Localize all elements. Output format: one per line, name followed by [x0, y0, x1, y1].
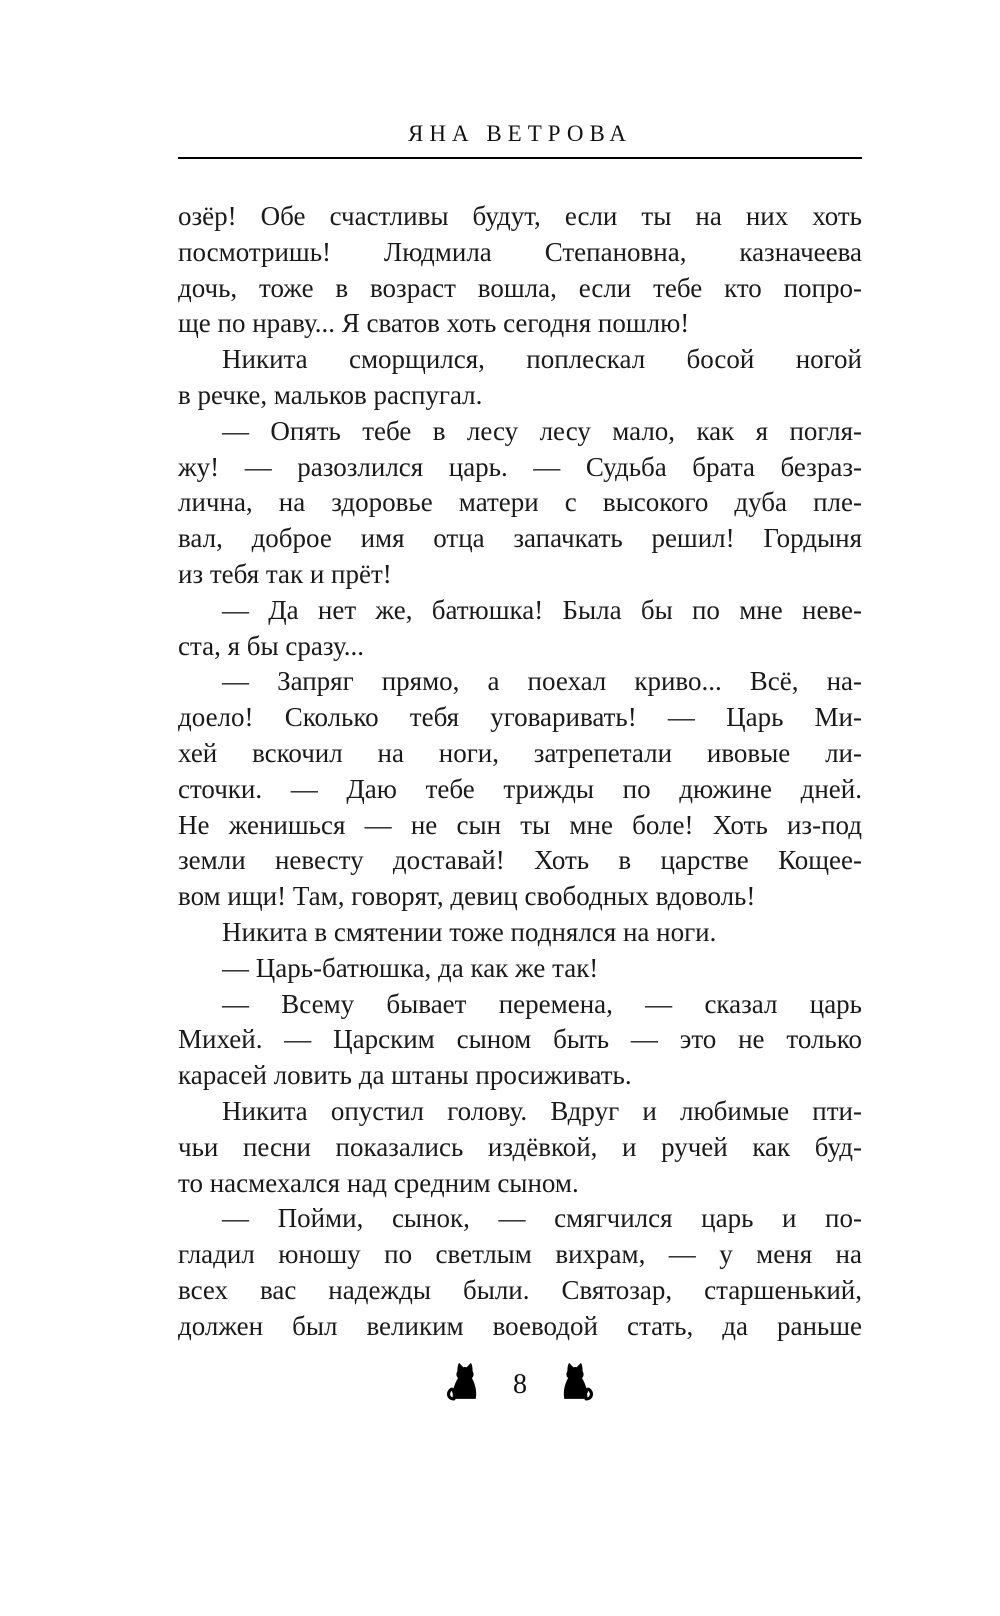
text-line: озёр! Обе счастливы будут, если ты на них хоть — [178, 201, 862, 231]
text-line: Никита в смятении тоже поднялся на ноги. — [222, 916, 717, 947]
paragraph — [178, 987, 862, 1094]
text-line: доело! Сколько тебя уговаривать! — Царь Ми- — [178, 702, 862, 733]
text-line: — Царь-батюшка, да как же так! — [222, 952, 599, 983]
text-line: чьи песни показались издёвкой, и ручей как буд- — [178, 1131, 862, 1162]
paragraph — [178, 199, 862, 342]
text-line: дочь, тоже в возраст вошла, если тебе кто попро- — [178, 272, 862, 303]
text-line: Михей. — Царским сыном быть — это не только — [178, 1024, 862, 1055]
text-line: жу! — разозлился царь. — Судьба брата безраз- — [178, 451, 862, 482]
text-line: хей вскочил на ноги, затрепетали ивовые ли- — [178, 737, 862, 768]
text-line: Никита опустил голову. Вдруг и любимые пти- — [222, 1095, 862, 1126]
cat-silhouette-icon — [447, 1358, 483, 1408]
paragraph — [178, 951, 862, 987]
text-line: Никита сморщился, поплескал босой ногой — [222, 344, 862, 375]
text-line: должен был великим воеводой стать, да раньше — [178, 1310, 862, 1341]
text-line: — Всему бывает перемена, — сказал царь — [222, 988, 862, 1019]
paragraph — [178, 664, 862, 915]
text-line: — Пойми, сынок, — смягчился царь и по- — [222, 1203, 862, 1234]
text-line: гладил юношу по светлым вихрам, — у меня на — [178, 1239, 862, 1270]
cat-silhouette-icon — [557, 1358, 593, 1408]
text-line: посмотришь! Людмила Степановна, казначеева — [178, 236, 862, 267]
page-footer — [178, 1358, 862, 1408]
text-line: вал, доброе имя отца запачкать решил! Гордыня — [178, 523, 862, 554]
paragraph — [178, 342, 862, 414]
paragraph — [178, 414, 862, 593]
paragraph — [178, 1201, 862, 1344]
text-line: — Да нет же, батюшка! Была бы по мне неве- — [222, 594, 862, 625]
text-line: Не женишься — не сын ты мне боле! Хоть из-под — [178, 809, 862, 840]
text-line: — Опять тебе в лесу лесу мало, как я погля- — [222, 415, 862, 446]
page-body — [178, 199, 862, 1345]
text-line: — Запряг прямо, а поехал криво... Всё, на- — [222, 666, 862, 697]
paragraph — [178, 1094, 862, 1201]
text-line: земли невесту доставай! Хоть в царстве Кощее- — [178, 845, 862, 876]
paragraph — [178, 915, 862, 951]
text-line: то насмехался над средним сыном. — [178, 1167, 579, 1198]
text-line: ста, я бы сразу... — [178, 630, 365, 661]
text-line: всех вас надежды были. Святозар, старшенький, — [178, 1274, 862, 1305]
text-line: в речке, мальков распугал. — [178, 379, 483, 410]
header-rule — [178, 157, 862, 159]
text-line: из тебя так и прёт! — [178, 558, 392, 589]
page-number: 8 — [513, 1369, 527, 1400]
running-head-author: ЯНА ВЕТРОВА — [408, 121, 632, 146]
paragraph — [178, 593, 862, 665]
text-line: лична, на здоровье матери с высокого дуба пле- — [178, 487, 862, 518]
text-line: вом ищи! Там, говорят, девиц свободных вдоволь! — [178, 881, 756, 912]
text-line: карасей ловить да штаны просиживать. — [178, 1060, 632, 1091]
text-line: сточки. — Даю тебе трижды по дюжине дней. — [178, 773, 862, 804]
text-line: ще по нраву... Я сватов хоть сегодня пошлю! — [178, 308, 690, 339]
